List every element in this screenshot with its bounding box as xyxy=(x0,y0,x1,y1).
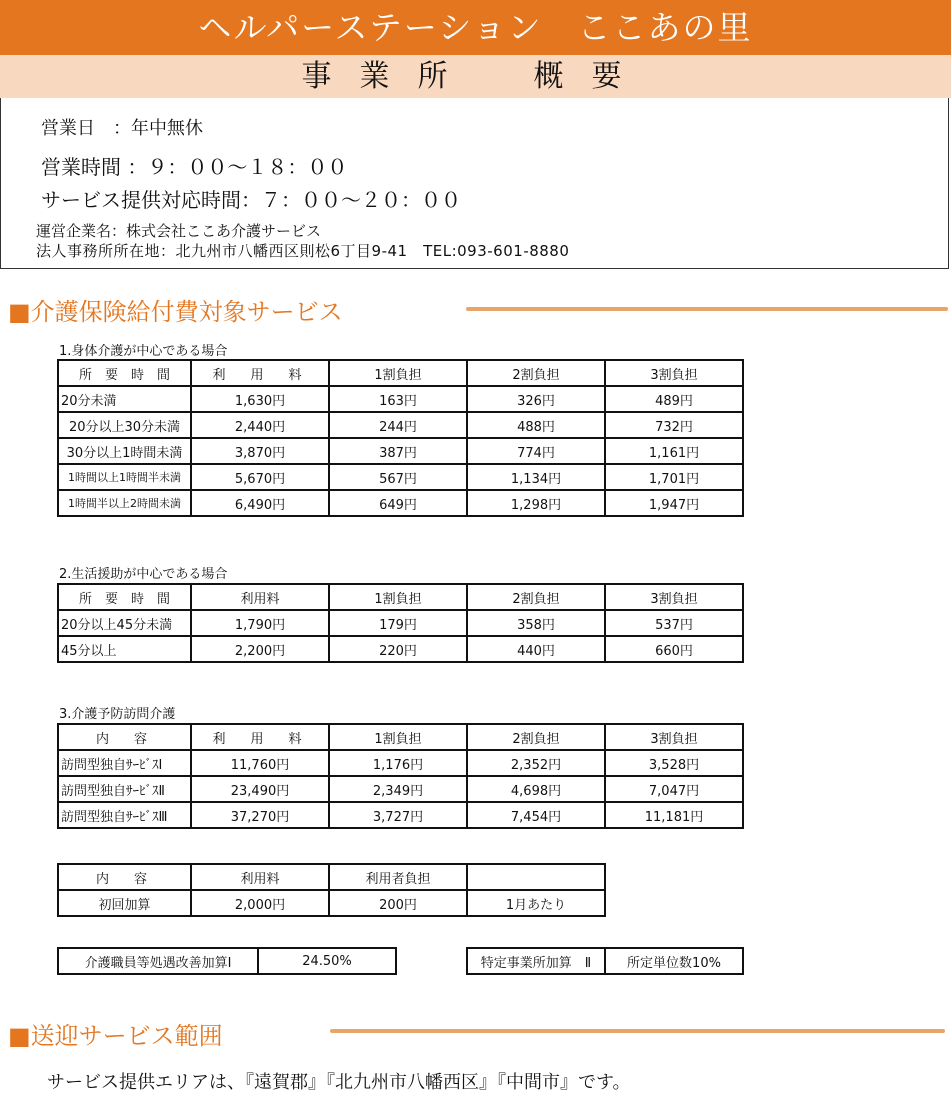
business-days: 営業日 ：年中無休 xyxy=(41,118,203,139)
addon-treatment-improvement xyxy=(57,947,397,975)
table-cell: 3,727円 xyxy=(329,802,467,828)
table-cell: 2,440円 xyxy=(191,412,329,438)
office-address: 法人事務所所在地：北九州市八幡西区則松6丁目9-41 TEL:093-601-8880 xyxy=(36,242,570,260)
table-cell: 30分以上1時間未満 xyxy=(58,438,191,464)
business-hours: 営業時間 ：９：００〜１８：００ xyxy=(41,155,348,179)
table-initial-addon xyxy=(57,863,606,917)
column-header: 利 用 料 xyxy=(191,724,329,750)
table-header-row xyxy=(58,360,743,386)
column-header: 3割負担 xyxy=(605,724,743,750)
table-row xyxy=(58,750,743,776)
table-cell: 660円 xyxy=(605,636,743,662)
table-cell: 7,454円 xyxy=(467,802,605,828)
addon-value: 所定単位数10% xyxy=(605,948,743,974)
table-row xyxy=(58,636,743,662)
table-header-row xyxy=(58,864,605,890)
column-header: 利用者負担 xyxy=(329,864,467,890)
column-header: 1割負担 xyxy=(329,584,467,610)
table-header-row xyxy=(58,584,743,610)
table-row xyxy=(58,386,743,412)
table-cell: 1,161円 xyxy=(605,438,743,464)
column-header: 1割負担 xyxy=(329,724,467,750)
column-header: 2割負担 xyxy=(467,584,605,610)
column-header: 利用料 xyxy=(191,584,329,610)
table-cell: 649円 xyxy=(329,490,467,516)
column-header: 内 容 xyxy=(58,724,191,750)
addon-specific-office xyxy=(466,947,744,975)
business-info-box xyxy=(0,98,949,269)
table-cell: 1時間以上1時間半未満 xyxy=(58,464,191,490)
table-cell: 1,790円 xyxy=(191,610,329,636)
section-heading-transport: ■送迎サービス範囲 xyxy=(8,1022,223,1050)
heading-underline xyxy=(466,307,948,311)
table-preventive-care xyxy=(57,723,744,829)
column-header: 利用料 xyxy=(191,864,329,890)
table-cell: 23,490円 xyxy=(191,776,329,802)
addon-label: 介護職員等処遇改善加算Ⅰ xyxy=(58,948,258,974)
table-cell: 1,630円 xyxy=(191,386,329,412)
table-cell: 489円 xyxy=(605,386,743,412)
table-cell: 5,670円 xyxy=(191,464,329,490)
column-header: 3割負担 xyxy=(605,360,743,386)
table-cell: 220円 xyxy=(329,636,467,662)
table-cell: 訪問型独自ｻｰﾋﾞｽⅡ xyxy=(58,776,191,802)
table-cell: 45分以上 xyxy=(58,636,191,662)
table-row xyxy=(58,438,743,464)
operator-name: 運営企業名：株式会社ここあ介護サービス xyxy=(36,222,322,240)
table-cell: 2,349円 xyxy=(329,776,467,802)
page-title: ヘルパーステーション ここあの里 xyxy=(0,0,951,55)
column-header: 内 容 xyxy=(58,864,191,890)
table-row xyxy=(58,610,743,636)
table-cell: 567円 xyxy=(329,464,467,490)
table-physical-care xyxy=(57,359,744,517)
table-cell: 3,870円 xyxy=(191,438,329,464)
table-daily-living xyxy=(57,583,744,663)
table3-caption: 3.介護予防訪問介護 xyxy=(59,707,176,722)
table-cell: 37,270円 xyxy=(191,802,329,828)
table-cell: 3,528円 xyxy=(605,750,743,776)
section-heading-insurance: ■介護保険給付費対象サービス xyxy=(8,298,343,326)
table-cell: 20分以上45分未満 xyxy=(58,610,191,636)
column-header: 2割負担 xyxy=(467,360,605,386)
service-hours: サービス提供対応時間：７：００〜２０：００ xyxy=(41,188,461,212)
table-cell: 11,181円 xyxy=(605,802,743,828)
table-cell: 1,298円 xyxy=(467,490,605,516)
table2-caption: 2.生活援助が中心である場合 xyxy=(59,567,228,582)
table-row xyxy=(58,412,743,438)
column-header: 所 要 時 間 xyxy=(58,360,191,386)
table-cell: 4,698円 xyxy=(467,776,605,802)
table-cell: 440円 xyxy=(467,636,605,662)
table-cell: 1,134円 xyxy=(467,464,605,490)
table-cell: 326円 xyxy=(467,386,605,412)
table-cell: 初回加算 xyxy=(58,890,191,916)
table-cell: 774円 xyxy=(467,438,605,464)
column-header xyxy=(467,864,605,890)
table-cell: 20分未満 xyxy=(58,386,191,412)
table-cell: 1月あたり xyxy=(467,890,605,916)
table-cell: 1時間半以上2時間未満 xyxy=(58,490,191,516)
table-row xyxy=(58,490,743,516)
table-cell: 358円 xyxy=(467,610,605,636)
table-cell: 1,701円 xyxy=(605,464,743,490)
table-cell: 537円 xyxy=(605,610,743,636)
column-header: 3割負担 xyxy=(605,584,743,610)
table-cell: 20分以上30分未満 xyxy=(58,412,191,438)
heading-underline xyxy=(330,1029,945,1033)
table-cell: 387円 xyxy=(329,438,467,464)
table-cell: 11,760円 xyxy=(191,750,329,776)
table-row xyxy=(58,464,743,490)
table-cell: 2,352円 xyxy=(467,750,605,776)
column-header: 1割負担 xyxy=(329,360,467,386)
table-cell: 200円 xyxy=(329,890,467,916)
addon-value: 24.50% xyxy=(258,948,396,974)
table-header-row xyxy=(58,724,743,750)
table-row xyxy=(58,802,743,828)
table-cell: 179円 xyxy=(329,610,467,636)
table-cell: 7,047円 xyxy=(605,776,743,802)
column-header: 所 要 時 間 xyxy=(58,584,191,610)
table-cell: 訪問型独自ｻｰﾋﾞｽⅠ xyxy=(58,750,191,776)
table-cell: 1,176円 xyxy=(329,750,467,776)
column-header: 2割負担 xyxy=(467,724,605,750)
page-subtitle: 事業所 概要 xyxy=(0,55,951,98)
table-row xyxy=(58,776,743,802)
table-cell: 2,000円 xyxy=(191,890,329,916)
table-cell: 488円 xyxy=(467,412,605,438)
table-cell: 2,200円 xyxy=(191,636,329,662)
service-area-text: サービス提供エリアは、『遠賀郡』『北九州市八幡西区』『中間市』です。 xyxy=(47,1072,631,1093)
table1-caption: 1.身体介護が中心である場合 xyxy=(59,344,228,359)
table-cell: 訪問型独自ｻｰﾋﾞｽⅢ xyxy=(58,802,191,828)
table-cell: 732円 xyxy=(605,412,743,438)
table-cell: 163円 xyxy=(329,386,467,412)
table-cell: 244円 xyxy=(329,412,467,438)
table-cell: 1,947円 xyxy=(605,490,743,516)
column-header: 利 用 料 xyxy=(191,360,329,386)
addon-label: 特定事業所加算 Ⅱ xyxy=(467,948,605,974)
table-row xyxy=(58,890,605,916)
table-cell: 6,490円 xyxy=(191,490,329,516)
